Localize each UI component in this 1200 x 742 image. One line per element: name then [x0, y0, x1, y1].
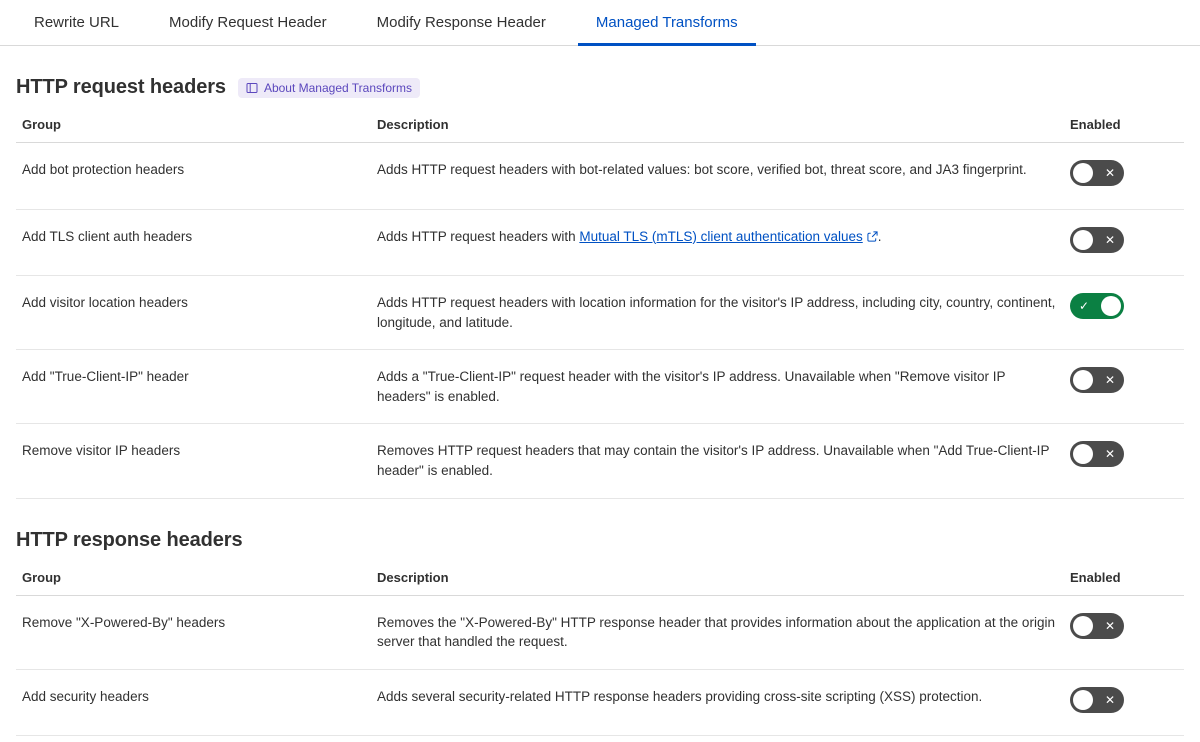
response-headers-table [16, 564, 1184, 737]
toggle-remove-visitor-ip-headers[interactable] [1070, 441, 1124, 467]
row-enabled-cell [1064, 209, 1184, 276]
external-link-icon [867, 228, 878, 248]
row-description [371, 595, 1064, 669]
about-chip-label: About Managed Transforms [263, 80, 413, 95]
request-section-title: HTTP request headers [16, 76, 226, 98]
table-row [16, 276, 1184, 350]
transform-rules-tabs [0, 0, 1200, 46]
row-group-name: Remove "X-Powered-By" headers [16, 595, 371, 669]
row-description [371, 276, 1064, 350]
row-description [371, 209, 1064, 276]
row-group-name: Remove visitor IP headers [16, 424, 371, 498]
column-header-group: Group [16, 111, 371, 143]
column-header-group: Group [16, 564, 371, 596]
toggle-knob [1073, 230, 1093, 250]
toggle-add-visitor-location-headers[interactable] [1070, 293, 1124, 319]
row-enabled-cell [1064, 143, 1184, 210]
tab-modify-request-header[interactable]: Modify Request Header [169, 14, 327, 31]
row-group-name: Add security headers [16, 669, 371, 736]
column-header-enabled: Enabled [1064, 111, 1184, 143]
row-group-name: Add "True-Client-IP" header [16, 350, 371, 424]
about-managed-transforms-link[interactable] [238, 78, 420, 98]
column-header-description: Description [371, 564, 1064, 596]
toggle-off-icon: ✕ [1104, 692, 1115, 707]
toggle-knob [1073, 690, 1093, 710]
toggle-add-bot-protection-headers[interactable] [1070, 160, 1124, 186]
toggle-knob [1073, 370, 1093, 390]
row-group-name: Add bot protection headers [16, 143, 371, 210]
response-section-title: HTTP response headers [16, 528, 243, 551]
description-suffix: . [877, 228, 882, 244]
row-description [371, 424, 1064, 498]
request-headers-table [16, 111, 1184, 499]
toggle-knob [1101, 296, 1121, 316]
row-enabled-cell [1064, 276, 1184, 350]
toggle-add-tls-client-auth-headers[interactable] [1070, 227, 1124, 253]
table-row [16, 350, 1184, 424]
toggle-knob [1073, 444, 1093, 464]
table-header-row [16, 111, 1184, 143]
row-description [371, 143, 1064, 210]
toggle-off-icon: ✕ [1104, 447, 1115, 462]
table-row [16, 595, 1184, 669]
toggle-off-icon: ✕ [1104, 618, 1115, 633]
row-description [371, 669, 1064, 736]
table-row [16, 424, 1184, 498]
column-header-enabled: Enabled [1064, 564, 1184, 596]
row-description [371, 350, 1064, 424]
toggle-off-icon: ✕ [1104, 373, 1115, 388]
row-description-text: Adds HTTP request headers with bot-related values: bot score, verified bot, threat score, and JA3 fingerprint. [377, 162, 1027, 177]
table-row [16, 143, 1184, 210]
tab-modify-response-header[interactable]: Modify Response Header [376, 14, 546, 31]
tab-rewrite-url[interactable]: Rewrite URL [34, 14, 120, 31]
book-icon [246, 82, 258, 94]
row-description-text: Removes HTTP request headers that may contain the visitor's IP address. Unavailable when "Add True-Client-IP header" is enabled. [377, 443, 1050, 478]
table-row [16, 669, 1184, 736]
toggle-add-true-client-ip-header[interactable] [1070, 367, 1124, 393]
table-row [16, 209, 1184, 276]
row-group-name: Add TLS client auth headers [16, 209, 371, 276]
request-section-header [16, 76, 1184, 99]
row-enabled-cell [1064, 350, 1184, 424]
row-enabled-cell [1064, 424, 1184, 498]
row-description-text: Adds HTTP request headers with location information for the visitor's IP address, including city, country, continent, longitude, and latitude. [377, 295, 1056, 330]
mtls-docs-link[interactable]: Mutual TLS (mTLS) client authentication values [579, 228, 863, 244]
row-description-text: Adds several security-related HTTP response headers providing cross-site scripting (XSS) protection. [377, 688, 983, 704]
response-section-header [16, 529, 1184, 552]
http-request-headers-section [0, 76, 1200, 499]
row-description-text: Adds a "True-Client-IP" request header with the visitor's IP address. Unavailable when "Remove visitor IP headers" is enabled. [377, 369, 1006, 404]
row-enabled-cell [1064, 595, 1184, 669]
row-description-text [377, 227, 1058, 248]
toggle-on-icon: ✓ [1079, 299, 1090, 314]
tab-managed-transforms[interactable]: Managed Transforms [578, 14, 756, 46]
row-description-text: Removes the "X-Powered-By" HTTP response header that provides information about the application at the origin server that handled the request. [377, 614, 1055, 650]
toggle-remove-x-powered-by-headers[interactable] [1070, 613, 1124, 639]
toggle-add-security-headers[interactable] [1070, 687, 1124, 713]
http-response-headers-section [0, 529, 1200, 737]
row-enabled-cell [1064, 669, 1184, 736]
row-group-name: Add visitor location headers [16, 276, 371, 350]
description-prefix: Adds HTTP request headers with [377, 228, 580, 244]
toggle-knob [1073, 163, 1093, 183]
toggle-off-icon: ✕ [1104, 232, 1115, 247]
table-header-row [16, 564, 1184, 596]
column-header-description: Description [371, 111, 1064, 143]
toggle-knob [1073, 616, 1093, 636]
toggle-off-icon: ✕ [1104, 166, 1115, 180]
